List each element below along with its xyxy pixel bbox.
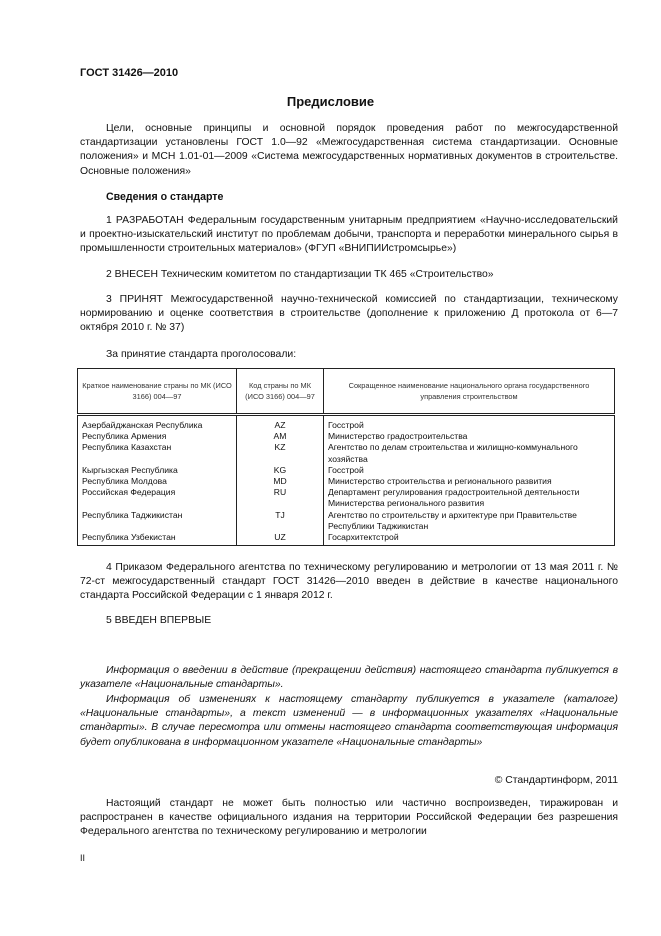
cell-authority: Министерство строительства и регионального развития [324,476,615,487]
cell-authority: Госстрой [324,465,615,476]
table-row [78,487,615,509]
info-paragraph-1: Информация о введении в действие (прекращении действия) настоящего стандарта публикуется в указателе «Национальные стандарты». [80,665,618,691]
item-3: 3 ПРИНЯТ Межгосударственной научно-технической комиссией по стандартизации, техническому нормированию и оценке соответствия в строительстве (дополнение к приложению Д протокола от 6—7 октября 2010 г. № 37) [80,294,618,334]
item-4: 4 Приказом Федерального агентства по техническому регулированию и метрологии от 13 мая 2011 г. № 72-ст межгосударственный стандарт ГОСТ 31426—2010 введен в действие в качестве национального стандарта Российской Федерации с 1 января 2012 г. [80,562,618,602]
cell-country: Республика Армения [78,431,237,442]
vote-caption: За принятие стандарта проголосовали: [106,349,297,360]
cell-authority: Госархитектстрой [324,532,615,546]
cell-code: AM [237,431,324,442]
intro-paragraph: Цели, основные принципы и основной порядок проведения работ по межгосударственной стандартизации установлены ГОСТ 1.0—92 «Межгосударственная система стандартизации. Основные положения» и МСН 1.01-01—2009 «Система межгосударственных нормативных документов в строительстве. Основные положения» [80,123,618,177]
cell-authority: Агентство по делам строительства и жилищно-коммунального хозяйства [324,442,615,464]
table-row [78,532,615,546]
cell-code: KG [237,465,324,476]
cell-code: KZ [237,442,324,464]
cell-country: Кыргызская Республика [78,465,237,476]
cell-country: Республика Узбекистан [78,532,237,546]
copyright-notice: Настоящий стандарт не может быть полностью или частично воспроизведен, тиражирован и распространен в качестве официального издания на территории Российской Федерации без разрешения Федерального агентства по техническому регулированию и метрологии [80,798,618,838]
document-header: ГОСТ 31426—2010 [80,67,179,79]
cell-country: Республика Молдова [78,476,237,487]
cell-authority: Министерство градостроительства [324,431,615,442]
table-row [78,415,615,432]
item-5: 5 ВВЕДЕН ВПЕРВЫЕ [106,615,212,626]
cell-country: Республика Таджикистан [78,510,237,532]
section-heading: Сведения о стандарте [106,191,224,203]
page-number: II [80,853,86,863]
cell-country: Российская Федерация [78,487,237,509]
table-row [78,465,615,476]
table-row [78,442,615,464]
cell-authority: Департамент регулирования градостроительной деятельности Министерства регионального развития [324,487,615,509]
voting-table [77,368,615,546]
cell-authority: Госстрой [324,415,615,432]
cell-country: Республика Казахстан [78,442,237,464]
cell-code: MD [237,476,324,487]
table-row [78,510,615,532]
cell-code: RU [237,487,324,509]
copyright: © Стандартинформ, 2011 [494,775,618,786]
cell-authority: Агентство по строительству и архитектуре при Правительстве Республики Таджикистан [324,510,615,532]
info-paragraph-2: Информация об изменениях к настоящему стандарту публикуется в указателе (каталоге) «Национальные стандарты», а текст изменений — в информационных указателях «Национальные стандарты». В случае пересмотра или отмены настоящего стандарта соответствующая информация будет опубликована в информационном указателе «Национальные стандарты» [80,694,618,748]
item-2: 2 ВНЕСЕН Техническим комитетом по стандартизации ТК 465 «Строительство» [106,269,494,280]
page-title: Предисловие [286,94,375,109]
col-header-code: Код страны по МК (ИСО 3166) 004—97 [237,369,324,415]
table-row [78,431,615,442]
cell-code: AZ [237,415,324,432]
cell-code: TJ [237,510,324,532]
item-1: 1 РАЗРАБОТАН Федеральным государственным унитарным предприятием «Научно-исследовательский и проектно-изыскательский институт по проблемам добычи, транспорта и переработки минерального сырья в промышленности строительных материалов» (ФГУП «ВНИПИИстромсырье») [80,215,618,255]
cell-code: UZ [237,532,324,546]
table-row [78,476,615,487]
cell-country: Азербайджанская Республика [78,415,237,432]
col-header-country: Краткое наименование страны по МК (ИСО 3166) 004—97 [78,369,237,415]
col-header-authority: Сокращенное наименование национального органа государственного управления строительством [324,369,615,415]
